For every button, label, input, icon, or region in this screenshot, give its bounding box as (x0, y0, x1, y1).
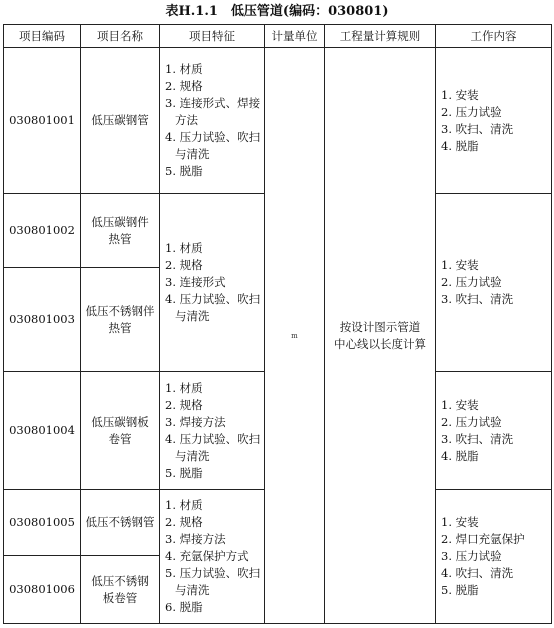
pipe-spec-table (3, 24, 552, 624)
item-name-line: 低压碳钢管 (91, 113, 149, 127)
work-line: 1. 安装 (441, 515, 479, 529)
unit-value: m (291, 332, 298, 340)
item-code: 030801005 (4, 490, 81, 556)
unit-cell (265, 48, 325, 624)
feature-line: 与清洗 (175, 147, 210, 161)
item-name-line: 板卷管 (102, 590, 138, 605)
item-name (81, 490, 160, 556)
header-code: 项目编码 (4, 25, 81, 48)
work-line: 3. 吹扫、清洗 (441, 121, 514, 136)
header-work: 工作内容 (436, 25, 552, 48)
feature-line: 2. 规格 (165, 79, 203, 93)
work-line: 1. 安装 (441, 87, 479, 102)
feature-line: 5. 压力试验、吹扫 (165, 566, 261, 580)
feature-line: 1. 材质 (165, 62, 203, 76)
feature-line: 2. 规格 (165, 258, 203, 272)
item-code: 030801001 (4, 48, 81, 194)
work-line: 5. 脱脂 (441, 583, 479, 597)
work-line: 1. 安装 (441, 258, 479, 272)
feature-line: 3. 焊接方法 (165, 414, 226, 429)
item-name-line: 低压不锈钢 (91, 573, 149, 588)
work-line: 4. 脱脂 (441, 138, 479, 153)
item-name-line: 低压不锈钢伴 (85, 303, 155, 318)
work-line: 2. 压力试验 (441, 275, 502, 289)
feature-line: 4. 压力试验、吹扫 (165, 431, 261, 446)
feature-line: 与清洗 (175, 309, 210, 323)
rule-line: 按设计图示管道 (339, 319, 421, 334)
work-line: 4. 脱脂 (441, 448, 479, 463)
item-name (81, 372, 160, 490)
work-line: 1. 安装 (441, 397, 479, 412)
feature-line: 4. 压力试验、吹扫 (165, 130, 261, 144)
item-code: 030801003 (4, 268, 81, 372)
feature-line: 与清洗 (175, 448, 210, 463)
rule-cell (325, 48, 436, 624)
feature-line: 与清洗 (175, 583, 210, 597)
work-line: 2. 焊口充氩保护 (441, 532, 525, 546)
feature-line: 方法 (175, 113, 198, 127)
work-list (436, 194, 552, 372)
item-code: 030801004 (4, 372, 81, 490)
feature-list (160, 490, 265, 624)
feature-list (160, 194, 265, 372)
feature-line: 2. 规格 (165, 515, 203, 529)
item-name (81, 194, 160, 268)
item-name (81, 268, 160, 372)
feature-line: 4. 压力试验、吹扫 (165, 292, 261, 306)
item-code: 030801006 (4, 556, 81, 624)
feature-line: 2. 规格 (165, 397, 203, 412)
work-list (436, 372, 552, 490)
feature-line: 1. 材质 (165, 380, 203, 395)
feature-line: 1. 材质 (165, 241, 203, 255)
feature-line: 5. 脱脂 (165, 164, 203, 178)
item-name-line: 热管 (108, 231, 132, 246)
header-rule: 工程量计算规则 (325, 25, 436, 48)
item-name-line: 低压碳钢板 (91, 414, 149, 429)
work-list (436, 490, 552, 624)
table-row (4, 48, 552, 194)
work-list (436, 48, 552, 194)
item-name-line: 热管 (108, 320, 132, 335)
feature-list (160, 48, 265, 194)
feature-line: 5. 脱脂 (165, 465, 203, 480)
table-title: 表H.1.1 低压管道(编码：030801) (165, 4, 389, 19)
item-name (81, 48, 160, 194)
feature-line: 4. 充氩保护方式 (165, 549, 249, 563)
item-name-line: 低压不锈钢管 (85, 515, 155, 529)
item-code: 030801002 (4, 194, 81, 268)
feature-line: 3. 连接形式、焊接 (165, 96, 261, 110)
work-line: 3. 吹扫、清洗 (441, 431, 514, 446)
feature-list (160, 372, 265, 490)
header-name: 项目名称 (81, 25, 160, 48)
feature-line: 3. 连接形式 (165, 275, 226, 289)
rule-line: 中心线以长度计算 (334, 336, 426, 351)
header-unit: 计量单位 (265, 25, 325, 48)
header-features: 项目特征 (160, 25, 265, 48)
item-name (81, 556, 160, 624)
item-name-line: 低压碳钢件 (91, 214, 149, 229)
feature-line: 3. 焊接方法 (165, 532, 226, 546)
work-line: 2. 压力试验 (441, 104, 502, 119)
work-line: 3. 压力试验 (441, 549, 502, 563)
work-line: 3. 吹扫、清洗 (441, 292, 514, 306)
header-row (4, 25, 552, 48)
work-line: 4. 吹扫、清洗 (441, 566, 514, 580)
item-name-line: 卷管 (108, 431, 132, 446)
feature-line: 1. 材质 (165, 498, 203, 512)
feature-line: 6. 脱脂 (165, 600, 203, 614)
work-line: 2. 压力试验 (441, 414, 502, 429)
